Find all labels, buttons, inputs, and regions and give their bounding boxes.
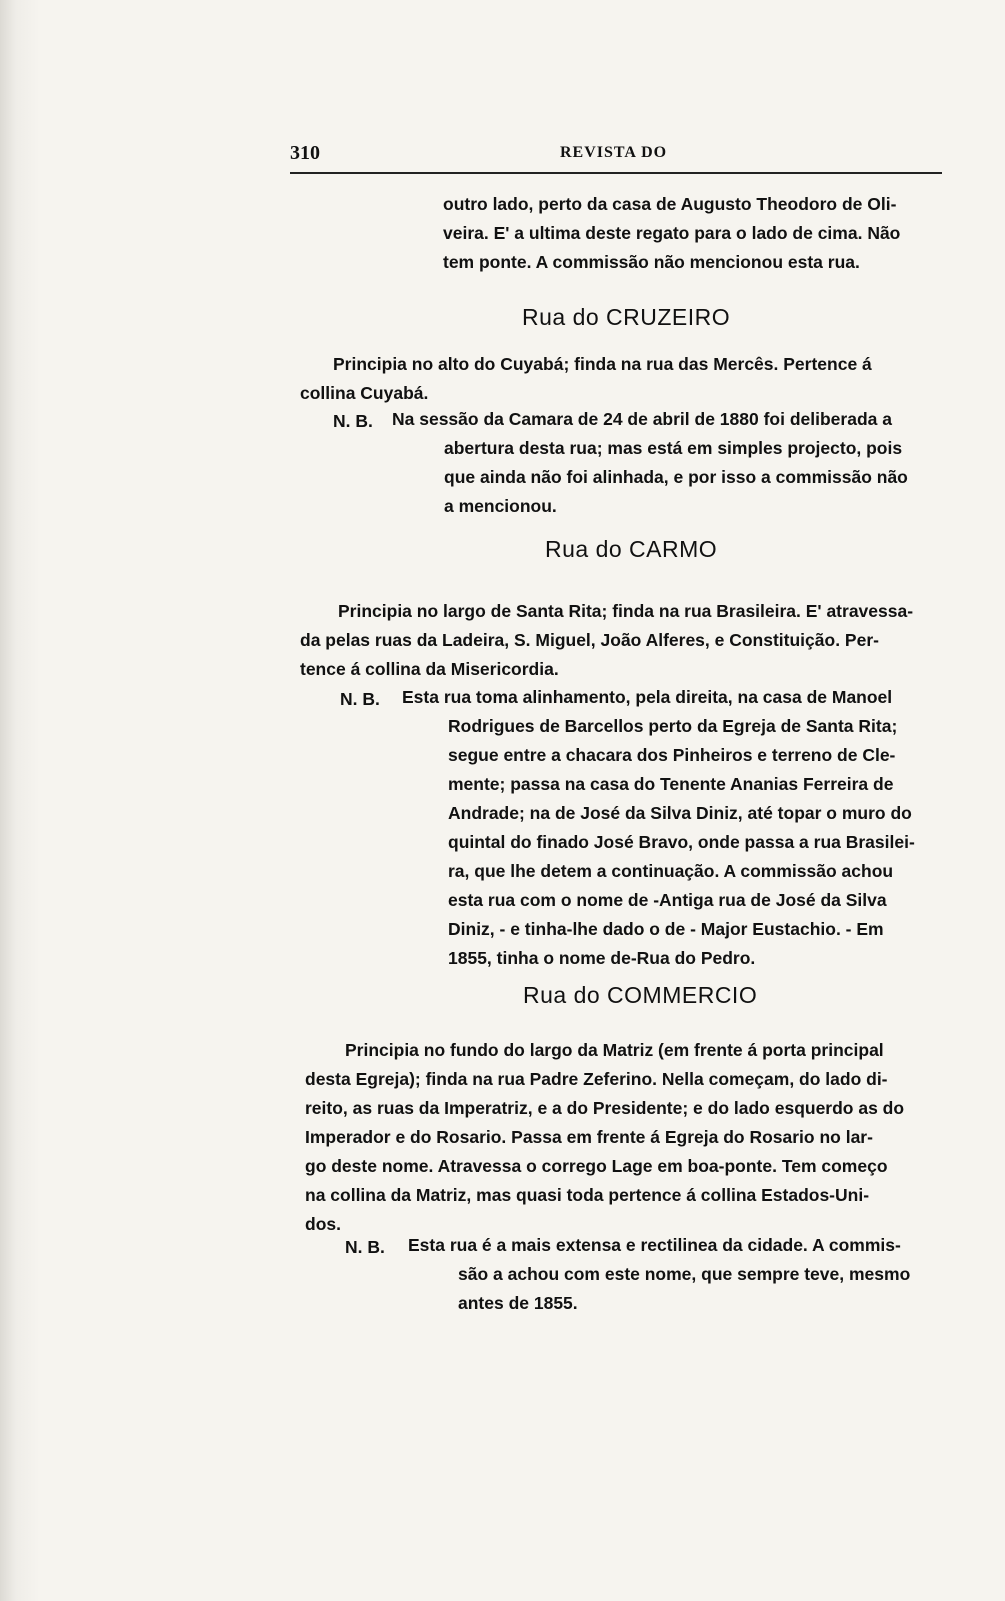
text-line: são a achou com este nome, que sempre teve, mesmo — [458, 1264, 911, 1284]
section-body-cruzeiro — [300, 350, 955, 408]
text-line: Principia no largo de Santa Rita; finda na rua Brasileira. E' atravessa- — [338, 601, 914, 621]
text-line: abertura desta rua; mas está em simples projecto, pois — [444, 438, 903, 458]
scan-edge-shadow — [0, 0, 40, 1601]
text-line: ra, que lhe detem a continuação. A commissão achou — [448, 861, 894, 881]
text-line: Esta rua é a mais extensa e rectilinea da cidade. A commis- — [408, 1235, 901, 1255]
nb-note-cruzeiro — [392, 405, 957, 521]
text-line: mente; passa na casa do Tenente Ananias Ferreira de — [448, 774, 894, 794]
text-line: dos. — [305, 1214, 341, 1234]
text-line: a mencionou. — [444, 496, 557, 516]
running-title: REVISTA DO — [560, 144, 668, 161]
text-line: desta Egreja); finda na rua Padre Zeferino. Nella começam, do lado di- — [305, 1069, 888, 1089]
header-rule — [290, 172, 942, 174]
text-line: Rodrigues de Barcellos perto da Egreja de Santa Rita; — [448, 716, 898, 736]
section-heading-commercio: Rua do COMMERCIO — [523, 982, 758, 1008]
text-line: 1855, tinha o nome de-Rua do Pedro. — [448, 948, 756, 968]
section-body-commercio — [305, 1036, 965, 1239]
text-line: Principia no fundo do largo da Matriz (em frente á porta principal — [345, 1040, 884, 1060]
text-line: Principia no alto do Cuyabá; finda na rua das Mercês. Pertence á — [333, 354, 872, 374]
text-line: Diniz, - e tinha-lhe dado o de - Major Eustachio. - Em — [448, 919, 884, 939]
nb-note-commercio — [408, 1231, 968, 1318]
text-line: Na sessão da Camara de 24 de abril de 1880 foi deliberada a — [392, 409, 892, 429]
intro-paragraph — [443, 190, 953, 277]
text-line: reito, as ruas da Imperatriz, e a do Presidente; e do lado esquerdo as do — [305, 1098, 905, 1118]
text-line: tence á collina da Misericordia. — [300, 659, 559, 679]
nb-note-carmo — [402, 683, 962, 973]
section-heading-carmo: Rua do CARMO — [545, 536, 718, 562]
text-line: Imperador e do Rosario. Passa em frente á Egreja do Rosario no lar- — [305, 1127, 873, 1147]
text-line: Esta rua toma alinhamento, pela direita, na casa de Manoel — [402, 687, 893, 707]
text-line: Andrade; na de José da Silva Diniz, até topar o muro do — [448, 803, 912, 823]
text-line: antes de 1855. — [458, 1293, 578, 1313]
nb-label: N. B. — [345, 1237, 385, 1257]
page-number: 310 — [290, 142, 320, 164]
section-body-carmo — [300, 597, 960, 684]
page-header — [290, 142, 940, 172]
text-line: go deste nome. Atravessa o corrego Lage em boa-ponte. Tem começo — [305, 1156, 888, 1176]
text-line: da pelas ruas da Ladeira, S. Miguel, João Alferes, e Constituição. Per- — [300, 630, 879, 650]
text-line: esta rua com o nome de -Antiga rua de José da Silva — [448, 890, 887, 910]
nb-label: N. B. — [340, 689, 380, 709]
text-line: outro lado, perto da casa de Augusto Theodoro de Oli- — [443, 194, 897, 214]
section-heading-cruzeiro: Rua do CRUZEIRO — [522, 304, 731, 330]
text-line: quintal do finado José Bravo, onde passa a rua Brasilei- — [448, 832, 915, 852]
text-line: collina Cuyabá. — [300, 383, 429, 403]
text-line: segue entre a chacara dos Pinheiros e terreno de Cle- — [448, 745, 896, 765]
text-line: tem ponte. A commissão não mencionou esta rua. — [443, 252, 860, 272]
text-line: na collina da Matriz, mas quasi toda pertence á collina Estados-Uni- — [305, 1185, 870, 1205]
nb-label: N. B. — [333, 411, 373, 431]
text-line: veira. E' a ultima deste regato para o lado de cima. Não — [443, 223, 901, 243]
text-line: que ainda não foi alinhada, e por isso a commissão não — [444, 467, 908, 487]
